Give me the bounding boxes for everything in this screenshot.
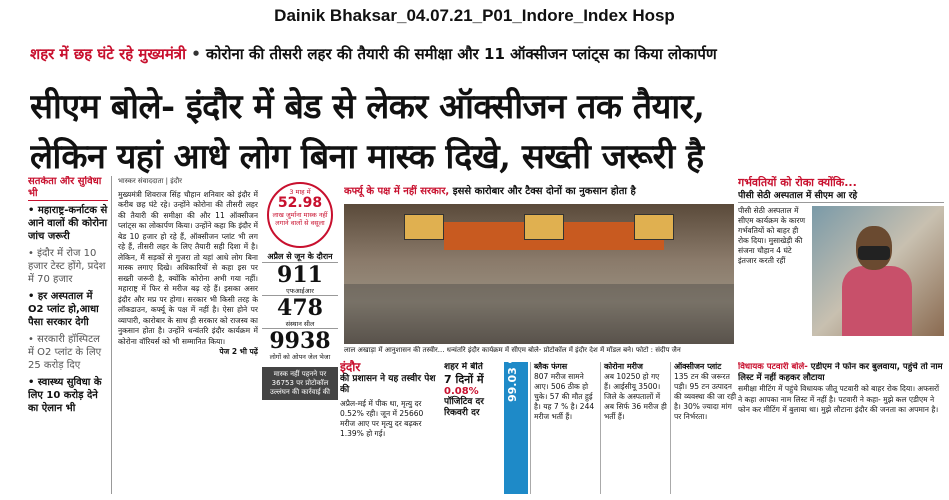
right-story2 bbox=[738, 362, 944, 494]
admin-body: अप्रैल-मई में पीक था, मृत्यु दर 0.52% रही। जून में 25660 मरीज आए पर मृत्यु दर बढ़कर 1.39% हो गई। bbox=[340, 399, 424, 438]
stat-caption: संस्थान सील bbox=[285, 320, 315, 328]
event-photo bbox=[344, 204, 734, 344]
photo-headline: कर्फ्यू के पक्ष में नहीं सरकार, इससे कारोबार और टैक्स दोनों का नुकसान होता है bbox=[344, 186, 636, 197]
bullet-icon: • bbox=[191, 45, 201, 63]
left-column bbox=[28, 176, 112, 494]
stat-caption: एफआईआर bbox=[286, 287, 314, 295]
left-item: • सरकारी हॉस्पिटल में O2 प्लांट के लिए 25 करोड़ दिए bbox=[28, 334, 102, 371]
stats-column bbox=[262, 182, 338, 494]
dateline: भास्कर संवाददाता | इंदौर bbox=[118, 177, 183, 185]
kicker-red: शहर में छह घंटे रहे मुख्यमंत्री bbox=[30, 45, 186, 63]
main-story bbox=[118, 176, 258, 494]
mini-column: ऑक्सीजन प्लांट 135 टन की जरूरत पड़ी। 95 टन उत्पादन की व्यवस्था की जा रही है। 30% ज्यादा मांग पर निर्भरता। bbox=[670, 362, 738, 494]
stat-value: 911 bbox=[262, 262, 338, 287]
mask-icon bbox=[858, 246, 890, 260]
admin-title: इंदौर bbox=[340, 360, 361, 374]
left-item: • इंदौर में रोज 10 हजार टेस्ट होंगे, प्रदेश में 70 हजार bbox=[28, 248, 106, 285]
kicker-rest: कोरोना की तीसरी लहर की तैयारी की समीक्षा और 11 ऑक्सीजन प्लांट्स का किया लोकार्पण bbox=[206, 45, 717, 63]
fine-value: 52.98 bbox=[277, 195, 323, 211]
photo-caption: लाल अखाड़ा में आनुशासन की तस्वीर... धन्वंतरि इंदौर कार्यक्रम में सीएम बोले- प्रोटोकॉल में इंदौर देश में मॉडल बने। फोटो : संदीप जैन bbox=[344, 346, 681, 354]
admin-subtitle: की प्रशासन ने यह तस्वीर पेश की bbox=[340, 374, 436, 395]
hall-floor bbox=[344, 284, 734, 344]
headline-line2: लेकिन यहां आधे लोग बिना मास्क दिखे, सख्ती जरूरी है bbox=[30, 137, 704, 177]
stat-value: 478 bbox=[262, 295, 338, 320]
stat-caption: लोगों को ओपन जेल भेजा bbox=[269, 353, 331, 361]
admin-box bbox=[340, 360, 440, 494]
kicker bbox=[30, 44, 930, 64]
right2-body: समीक्षा मीटिंग में पहुंचे विधायक जीतू पटवारी को बाहर रोक दिया। अफसरों ने कहा आपका नाम लिस्ट में नहीं है। पटवारी ने कहा- मुझे कल एडीएम ने फोन कर मीटिंग में बुलाया था। मुझे लौटाना इंदौर की जनता का अपमान है। bbox=[738, 384, 940, 414]
headline-line1: सीएम बोले- इंदौर में बेड से लेकर ऑक्सीजन तक तैयार, bbox=[30, 87, 705, 127]
positivity-rate: 0.08% bbox=[444, 386, 479, 397]
right-body: पीसी सेठी अस्पताल में सीएम कार्यक्रम के कारण गर्भवतियों को बाहर ही रोक दिया। मुसाखेड़ी की संजना चौहान 4 घंटे इंतजार करती रहीं bbox=[738, 206, 806, 265]
left-item: • स्वास्थ्य सुविधा के लिए 10 करोड़ देने का ऐलान भी bbox=[28, 377, 102, 414]
right-subtitle: पीसी सेठी अस्पताल में सीएम आ रहे bbox=[738, 190, 944, 203]
left-item: • हर अस्पताल में O2 प्लांट हो,आधा पैसा सरकार देगी bbox=[28, 291, 99, 328]
screen bbox=[524, 214, 564, 240]
left-item: • महाराष्ट्र-कर्नाटक से आने वालों की कोरोना जांच जरूरी bbox=[28, 205, 108, 242]
stat-value: 9938 bbox=[262, 328, 338, 353]
positivity-label: पॉजिटिव दर bbox=[444, 397, 484, 407]
fine-badge: 3 माह में 52.98 लाख जुर्माना मास्क नहीं लगाने वालों से वसूला bbox=[267, 182, 333, 248]
recovery-rate: 99.03 % bbox=[506, 352, 519, 402]
recovery-label: रिकवरी दर bbox=[444, 408, 480, 418]
right-story bbox=[738, 176, 944, 366]
woman-photo bbox=[812, 206, 944, 336]
left-tag: सतर्कता और सुविधा भी bbox=[28, 176, 108, 201]
mini-column: ब्लैक फंगस 807 मरीज सामने आए। 506 ठीक हो चुके। 57 की मौत हुई है। यह 7 % है। 244 मरीज भर्ती हैं। bbox=[530, 362, 598, 494]
screen bbox=[634, 214, 674, 240]
positivity-box: शहर में बीते 7 दिनों में 0.08% पॉजिटिव दर रिकवरी दर bbox=[444, 362, 504, 494]
recovery-bar bbox=[504, 352, 528, 494]
stats-period: अप्रैल से जून के दौरान bbox=[267, 252, 333, 261]
clipping-reference: Dainik Bhaksar_04.07.21_P01_Indore_Index Hosp bbox=[274, 6, 675, 25]
main-story-body: मुख्यमंत्री शिवराज सिंह चौहान शनिवार को इंदौर में करीब छह घंटे रहे। उन्होंने कोरोना की तीसरी लहर की तैयारी की समीक्षा की और 11 ऑक्सीजन प्लांट्स का लोकार्पण किया। उन्होंने कहा कि इंदौर में बेड 10 हजार हो रहे हैं, ऑक्सीजन प्लांट भी लग रहे हैं, तीसरी लहर के लिए तैयारी सही दिशा में है। लेकिन, मैं सड़कों से गुजरा तो यहां आधे लोग बिना मास्क लगाए दिखे। अधिकारियों से कहा इस पर सख्ती जरूरी है, क्योंकि कोरोना अभी गया नहीं। महाराष्ट्र में फिर से मरीज बढ़ रहे हैं। इसका असर इंदौर और मप्र पर होगा। सरकार भी किसी तरह के लॉकडाउन, कर्फ्यू के पक्ष में नहीं है। ऐसा होने पर व्यापारी, कारोबार के साथ ही सरकार को राजस्व का नुकसान होता है। उन्होंने धन्वंतरि इंदौर कार्यक्रम में कोरोना वॉरियर्स को भी सम्मानित किया। bbox=[118, 189, 258, 346]
stats-box: मास्क नहीं पहनने पर 36753 पर प्रोटोकॉल उल्लंघन की कार्रवाई की bbox=[262, 367, 338, 400]
mini-column: कोरोना मरीज अब 10250 हो गए हैं। आईसीयू 3500। जिले के अस्पतालों में अब सिर्फ 36 मरीज ही भर्ती हैं। bbox=[600, 362, 668, 494]
right-title: गर्भवतियों को रोका क्योंकि... bbox=[738, 176, 857, 189]
screen bbox=[404, 214, 444, 240]
scarf bbox=[842, 266, 912, 336]
continued-link: पेज 2 भी पढ़ें bbox=[219, 347, 258, 356]
right2-title: विधायक पटवारी बोले- एडीएम ने फोन कर बुलवाया, पहुंचे तो नाम लिस्ट में नहीं कहकर लौटाया bbox=[738, 362, 943, 383]
